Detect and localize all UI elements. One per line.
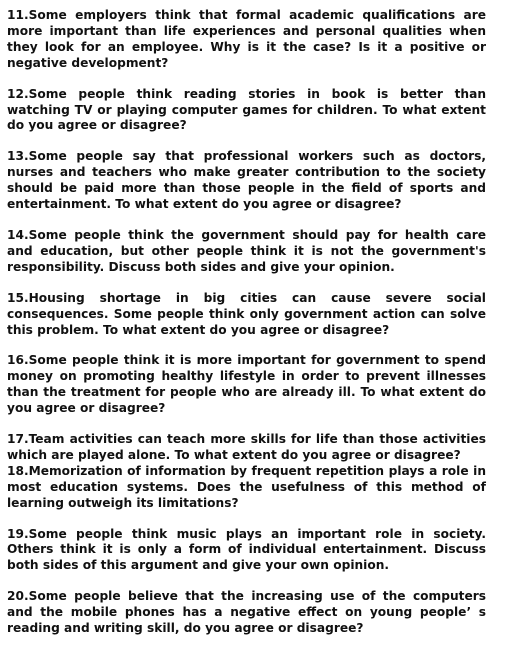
question-16: 16.Some people think it is more important for government to spend money on promoting healthy lifestyle in order to prevent illnesses than the treatment for people who are already ill. To what extent do you agree or disagree? xyxy=(7,353,486,416)
question-14: 14.Some people think the government should pay for health care and education, but other people think it is not the government's responsibility. Discuss both sides and give your opinion. xyxy=(7,227,486,274)
question-20: 20.Some people believe that the increasing use of the computers and the mobile phones has a negative effect on young people’ s reading and writing skill, do you agree or disagree? xyxy=(7,589,486,636)
question-11: 11.Some employers think that formal academic qualifications are more important than life experiences and personal qualities when they look for an employee. Why is it the case? Is it a positive or negative development? xyxy=(7,8,486,70)
question-18: 18.Memorization of information by frequent repetition plays a role in most education systems. Does the usefulness of this method of learning outweigh its limitations? xyxy=(7,463,486,510)
question-15: 15.Housing shortage in big cities can cause severe social consequences. Some people think only government action can solve this problem. To what extent do you agree or disagree? xyxy=(7,290,486,337)
question-12: 12.Some people think reading stories in book is better than watching TV or playing computer games for children. To what extent do you agree or disagree? xyxy=(7,86,486,133)
question-list xyxy=(7,8,486,637)
question-13: 13.Some people say that professional workers such as doctors, nurses and teachers who make greater contribution to the society should be paid more than those people in the field of sports and entertainment. To what extent do you agree or disagree? xyxy=(7,149,486,212)
question-17: 17.Team activities can teach more skills for life than those activities which are played alone. To what extent do you agree or disagree? xyxy=(7,432,486,462)
question-19: 19.Some people think music plays an important role in society. Others think it is only a form of individual entertainment. Discuss both sides of this argument and give your own opinion. xyxy=(7,526,486,573)
